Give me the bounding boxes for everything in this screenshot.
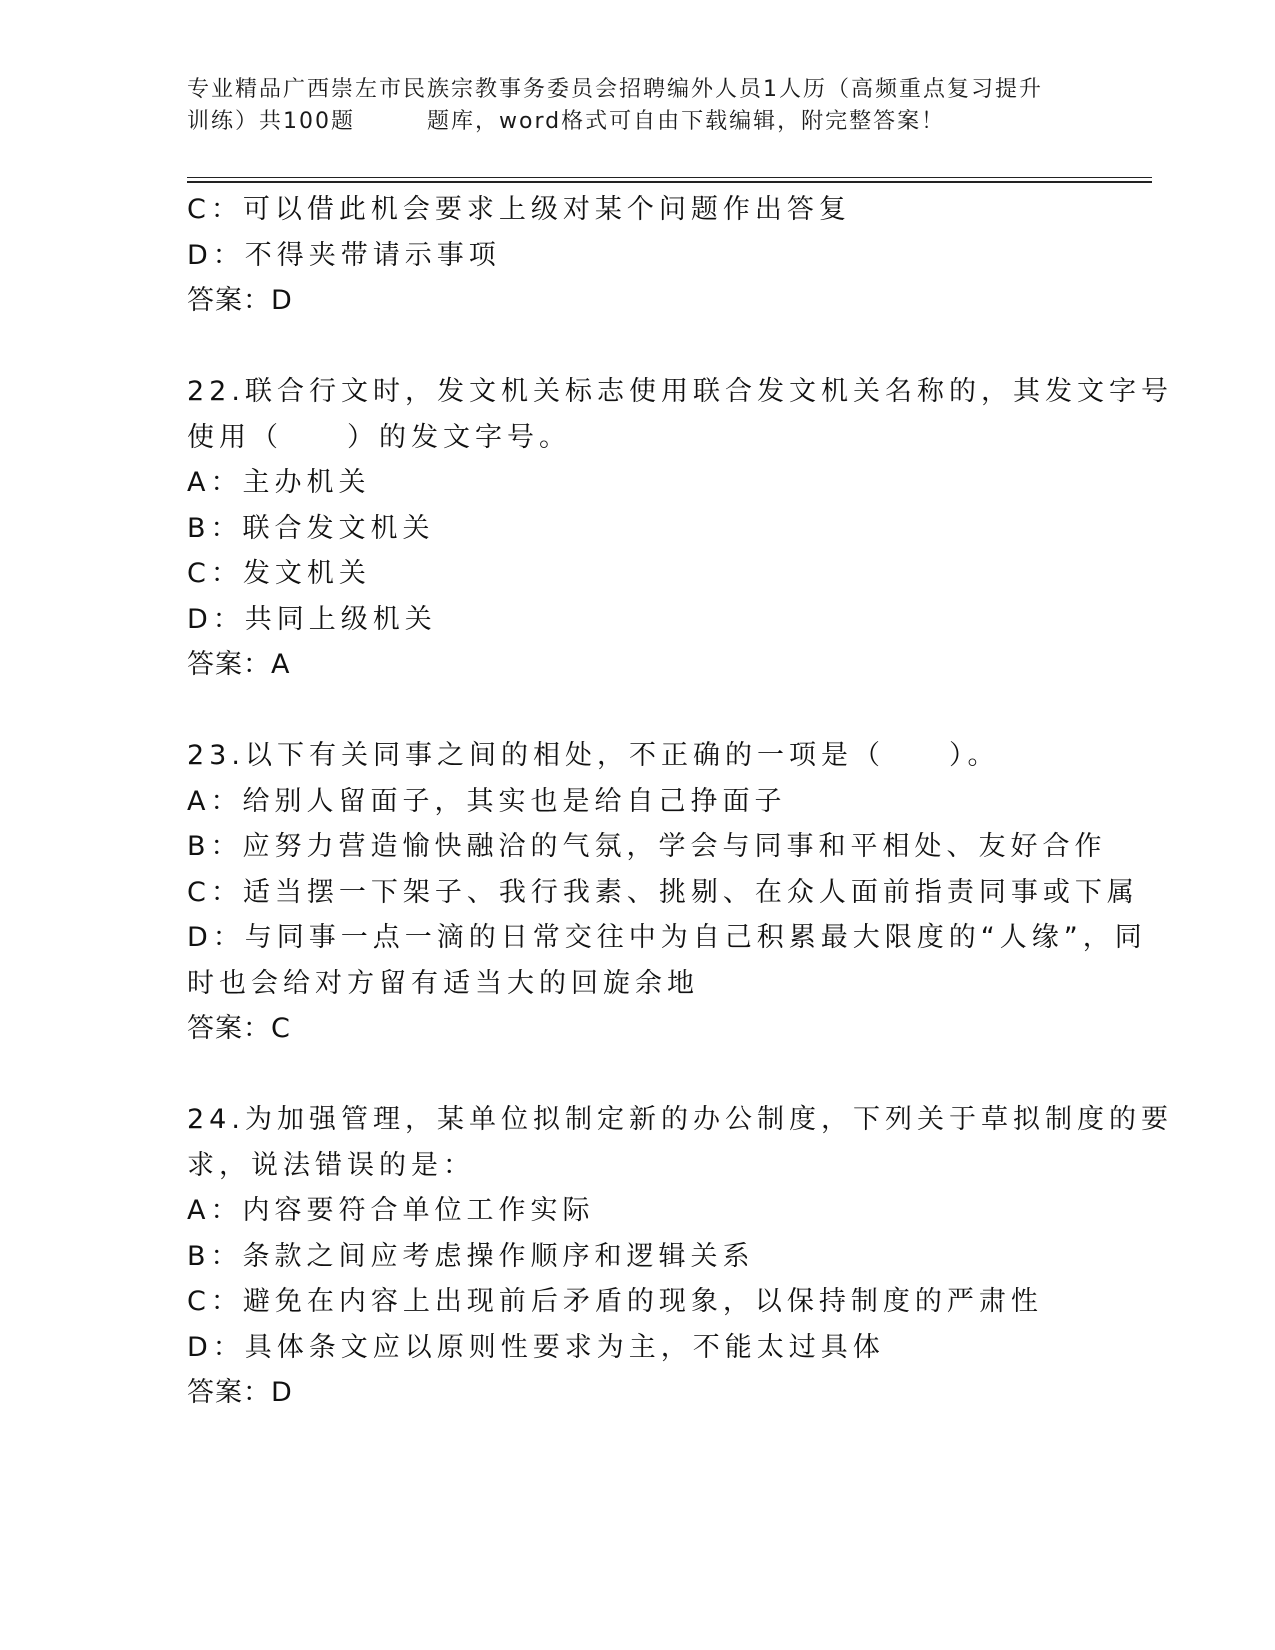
question-stem: 22.联合行文时，发文机关标志使用联合发文机关名称的，其发文字号 xyxy=(187,376,1173,407)
option-a: A：给别人留面子，其实也是给自己挣面子 xyxy=(187,785,787,817)
option-b: B：应努力营造愉快融洽的气氛，学会与同事和平相处、友好合作 xyxy=(187,831,1107,862)
question-24 xyxy=(187,1097,1173,1416)
option-a: A：内容要符合单位工作实际 xyxy=(187,1195,595,1226)
option-c: C：适当摆一下架子、我行我素、挑剔、在众人面前指责同事或下属 xyxy=(187,876,1139,908)
option-c: C：可以借此机会要求上级对某个问题作出答复 xyxy=(187,194,851,225)
option-b: B：联合发文机关 xyxy=(187,512,435,544)
question-stem: 23.以下有关同事之间的相处，不正确的一项是（ ）。 xyxy=(187,740,1000,771)
question-23 xyxy=(187,733,1147,1052)
header-line-2-part-1: 训练）共100题 xyxy=(187,109,355,134)
questions-content xyxy=(187,187,1173,1416)
header-line-1: 专业精品广西崇左市民族宗教事务委员会招聘编外人员1人历（高频重点复习提升 xyxy=(187,77,1043,102)
option-a: A：主办机关 xyxy=(187,467,371,498)
answer-line: 答案：C xyxy=(187,1013,291,1044)
option-d-continued: 时也会给对方留有适当大的回旋余地 xyxy=(187,967,699,999)
question-stem-continued: 使用（ ）的发文字号。 xyxy=(187,421,571,453)
option-c: C：发文机关 xyxy=(187,558,371,589)
answer-line: 答案：D xyxy=(187,285,293,316)
header-line-2 xyxy=(187,106,1087,138)
option-d: D：不得夹带请示事项 xyxy=(187,239,501,271)
answer-line: 答案：D xyxy=(187,1377,293,1408)
header-line-2-part-2: 题库，word格式可自由下载编辑，附完整答案！ xyxy=(427,109,946,134)
option-d: D：具体条文应以原则性要求为主，不能太过具体 xyxy=(187,1331,885,1363)
option-d: D：与同事一点一滴的日常交往中为自己积累最大限度的“人缘”，同 xyxy=(187,922,1147,953)
question-stem: 24.为加强管理，某单位拟制定新的办公制度，下列关于草拟制度的要 xyxy=(187,1104,1173,1135)
carryover-question xyxy=(187,187,1087,324)
answer-line: 答案：A xyxy=(187,649,291,680)
question-22 xyxy=(187,369,1173,688)
question-stem-continued: 求，说法错误的是： xyxy=(187,1149,475,1181)
header-divider-thick xyxy=(187,181,1152,183)
header-divider-thin xyxy=(187,177,1152,178)
page-header xyxy=(187,74,1087,138)
option-b: B：条款之间应考虑操作顺序和逻辑关系 xyxy=(187,1240,755,1272)
option-d: D：共同上级机关 xyxy=(187,603,437,635)
option-c: C：避免在内容上出现前后矛盾的现象，以保持制度的严肃性 xyxy=(187,1286,1043,1317)
